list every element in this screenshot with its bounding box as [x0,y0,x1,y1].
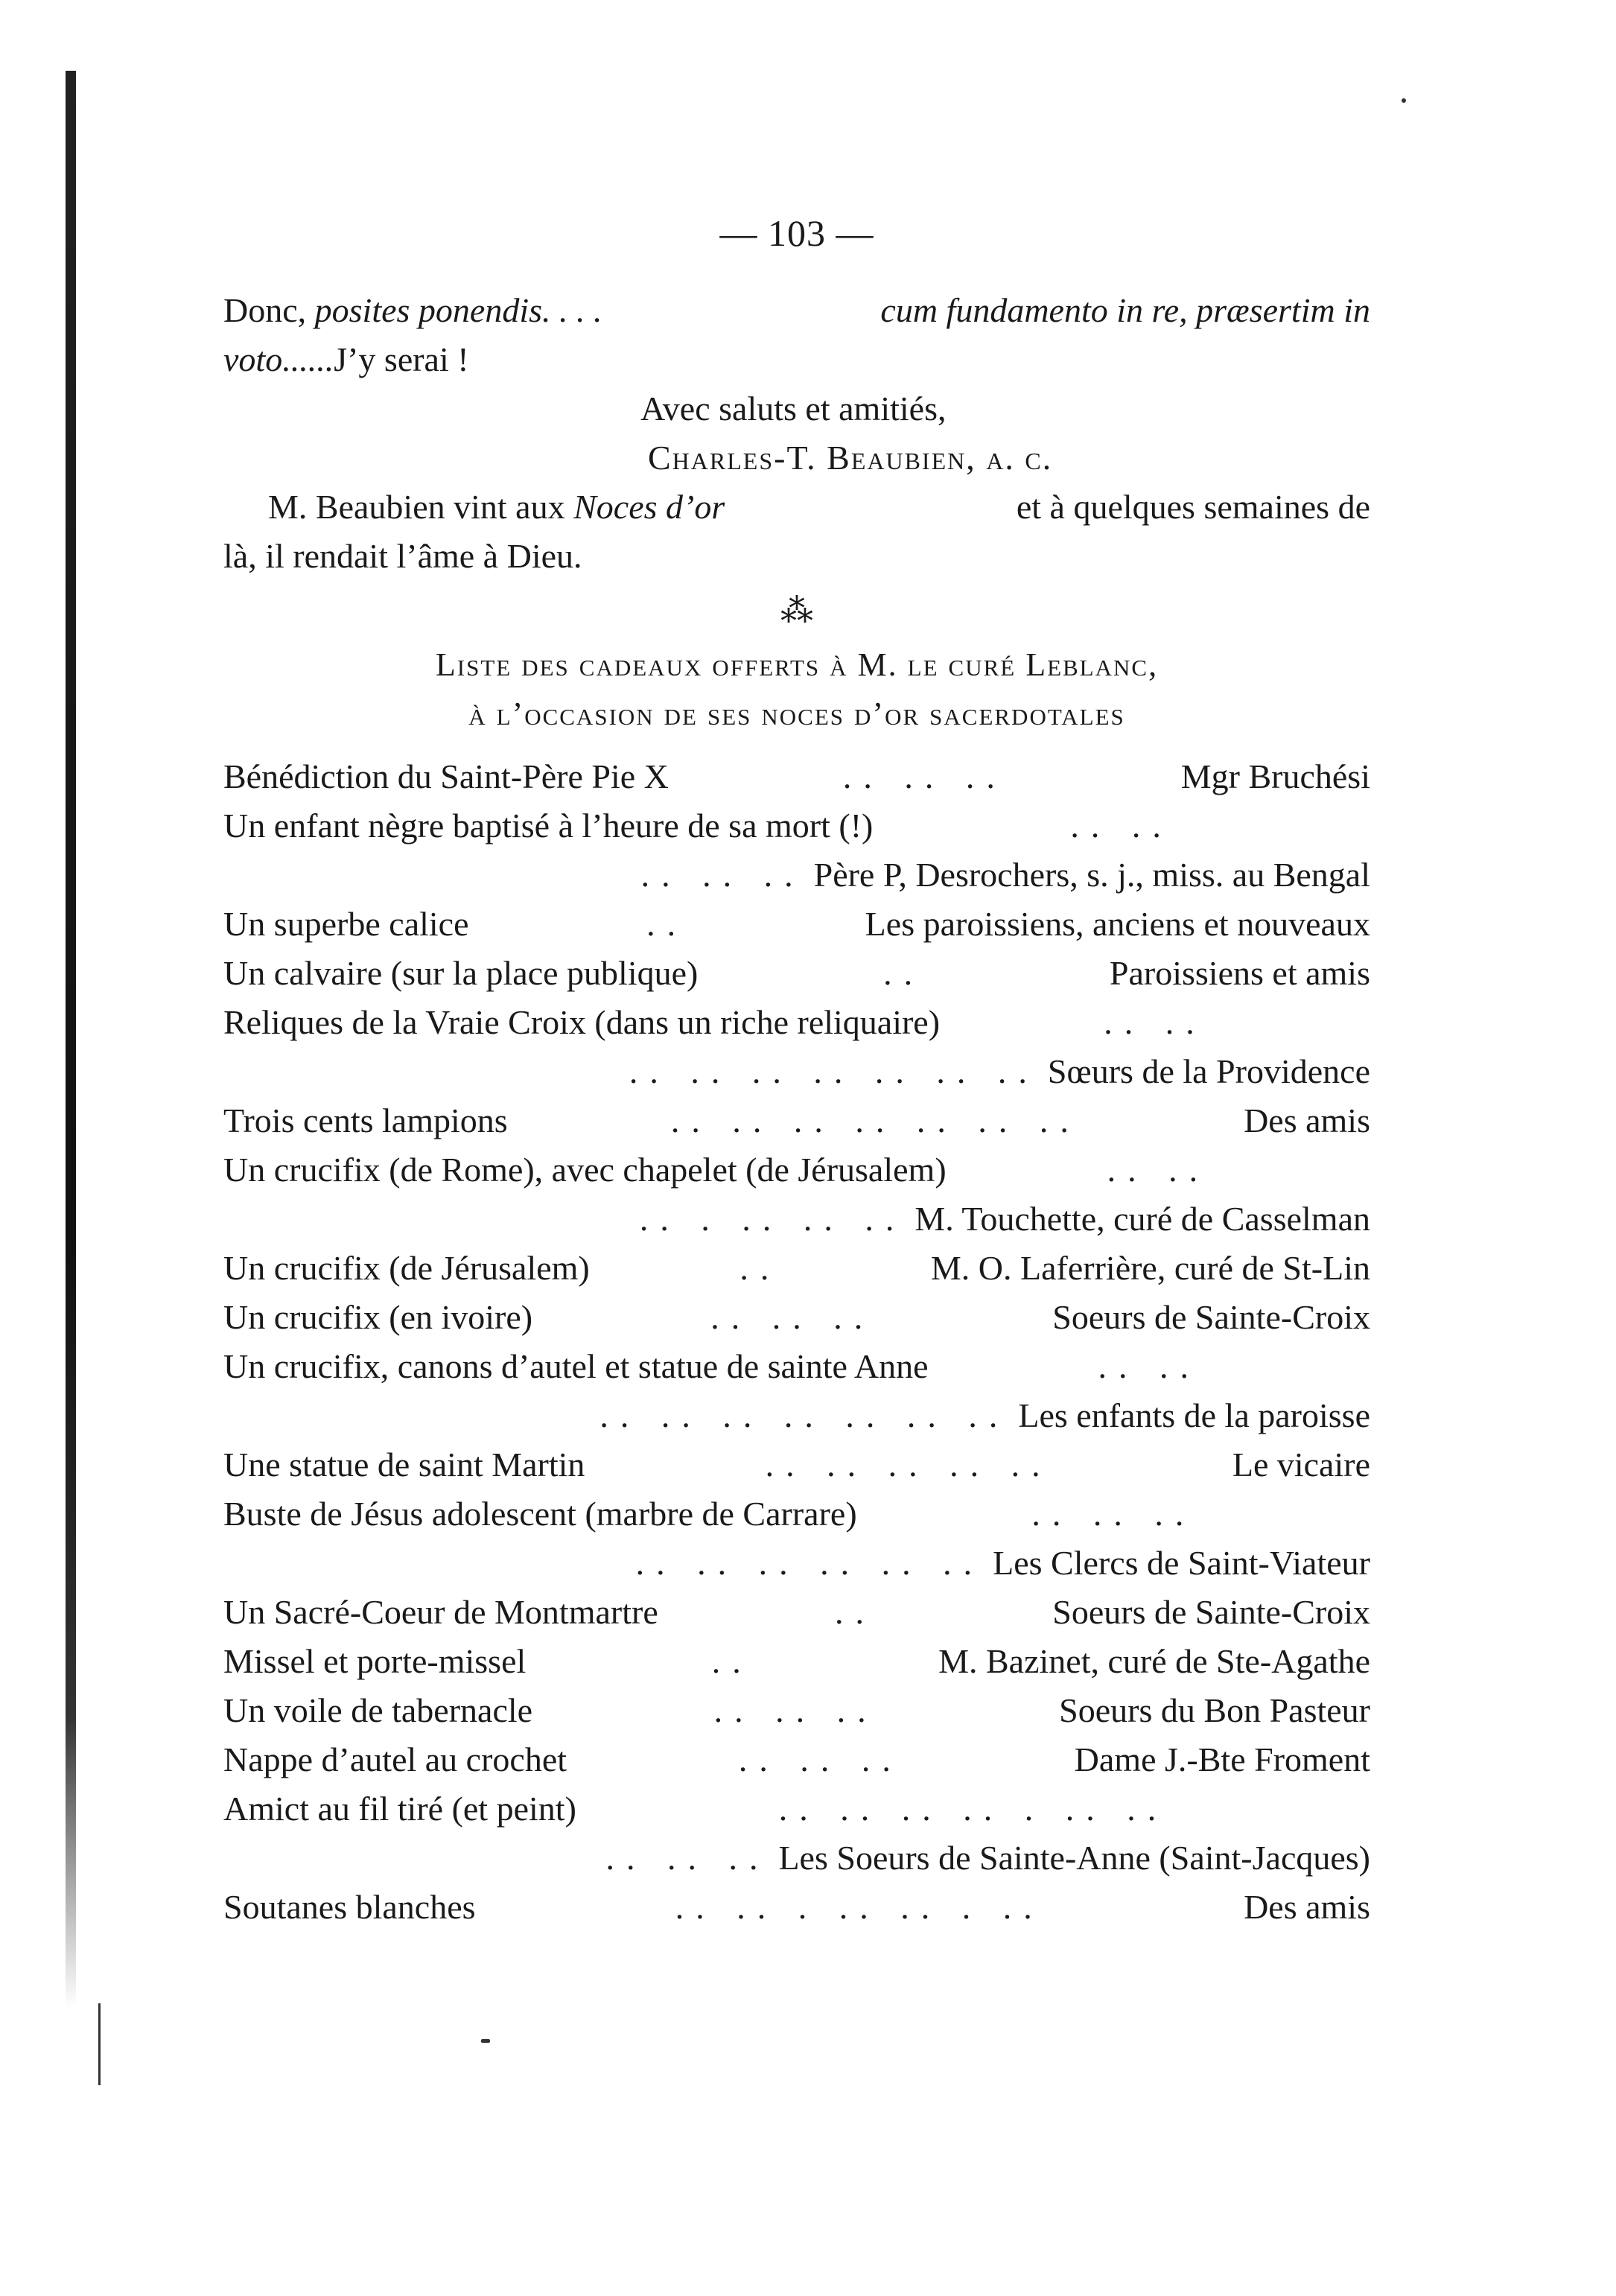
leader-dots: .. .. [1070,807,1173,845]
gift-donor: M. O. Laferrière, curé de St-Lin [930,1249,1370,1287]
gift-item: Trois cents lampions [223,1101,508,1139]
gift-donor: Soeurs du Bon Pasteur [1059,1691,1370,1729]
letter-closing-line-2 [223,335,1370,384]
paragraph-italic: Noces d’or [573,488,725,526]
gift-donor: Les paroissiens, anciens et nouveaux [865,905,1370,943]
gift-row [223,1489,1370,1539]
gift-row [223,801,1370,850]
leader-dots: .. .. .. .. .. .. .. [599,1396,1010,1434]
gift-list [223,752,1370,1932]
gift-item: Missel et porte-missel [223,1642,527,1680]
page-number: — 103 — [719,212,874,254]
gift-donor: Des amis [1244,1888,1370,1926]
gift-row [223,1342,1370,1391]
leader-dots: .. [711,1642,753,1680]
salutation: Avec saluts et amitiés, [640,389,947,427]
leader-dots: .. .. .. .. . .. .. [778,1790,1168,1828]
paragraph-text: M. Beaubien vint aux [268,488,565,526]
scan-edge-bar [66,71,76,2007]
gift-item: Bénédiction du Saint-Père Pie X [223,757,669,795]
gift-item: Un crucifix (de Rome), avec chapelet (de Jérusalem) [223,1151,947,1189]
letter-closing-line [223,286,1370,335]
leader-dots: .. .. [1098,1347,1200,1385]
gift-row [223,1686,1370,1735]
leader-dots: .. [646,905,688,943]
latin-phrase-continued: cum fundamento in re, præsertim in [880,291,1370,329]
gift-row [223,1440,1370,1489]
gift-row [223,1784,1370,1834]
latin-phrase: posites ponendis. . . . [314,291,602,329]
leader-dots: .. .. [1104,1003,1206,1041]
paragraph-line-1 [223,483,1370,532]
gift-donor: Les enfants de la paroisse [1018,1396,1370,1434]
paragraph-line-2: là, il rendait l’âme à Dieu. [223,537,582,575]
gift-row [223,949,1370,998]
leader-dots: .. .. [1107,1151,1210,1189]
gift-row [223,1145,1370,1195]
list-title-line-1: Liste des cadeaux offerts à M. le curé Leblanc, [435,646,1159,683]
leader-dots: .. . .. .. .. [639,1200,906,1238]
gift-donor: Père P, Desrochers, s. j., miss. au Bengal [813,856,1370,894]
gift-item: Une statue de saint Martin [223,1446,585,1484]
leader-dots: .. [739,1249,781,1287]
gift-row [223,1391,1370,1440]
gift-donor: M. Touchette, curé de Casselman [914,1200,1370,1238]
gift-donor: Des amis [1244,1101,1370,1139]
leader-dots: .. .. . .. .. . .. [675,1888,1044,1926]
gift-item: Un crucifix (de Jérusalem) [223,1249,590,1287]
gift-donor: Les Soeurs de Sainte-Anne (Saint-Jacques) [778,1839,1370,1877]
gift-donor: Dame J.-Bte Froment [1074,1740,1370,1778]
paragraph-text-end: et à quelques semaines de [1016,488,1370,526]
leader-dots: .. .. .. [842,757,1007,795]
gift-row [223,1539,1370,1588]
leader-dots: .. .. .. .. .. .. .. [629,1052,1039,1090]
scan-edge-mark [98,2003,101,2085]
gift-row [223,1834,1370,1883]
gift-item: Soutanes blanches [223,1888,476,1926]
list-title [223,640,1370,739]
leader-dots: .. .. .. .. .. .. .. [670,1101,1081,1139]
gift-row [223,1047,1370,1096]
gift-donor: M. Bazinet, curé de Ste-Agathe [938,1642,1370,1680]
gift-row [223,1293,1370,1342]
leader-dots: .. .. .. .. .. .. [635,1544,984,1582]
gift-donor: Les Clercs de Saint-Viateur [993,1544,1370,1582]
gift-donor: Soeurs de Sainte-Croix [1052,1298,1370,1336]
leader-dots: .. .. .. [710,1298,875,1336]
gift-row [223,1637,1370,1686]
signature: Charles-T. Beaubien, a. c. [648,439,1053,477]
leader-dots: .. [883,954,925,992]
scan-speck [481,2039,490,2043]
gift-item: Un calvaire (sur la place publique) [223,954,699,992]
gift-item: Amict au fil tiré (et peint) [223,1790,576,1828]
leader-dots: .. .. .. [1031,1495,1196,1533]
list-title-line-2: à l’occasion de ses noces d’or sacerdotales [468,696,1125,732]
gift-row [223,998,1370,1047]
leader-dots: .. .. .. [738,1740,903,1778]
gift-item: Nappe d’autel au crochet [223,1740,567,1778]
scan-speck [1402,98,1406,103]
gift-item: Un crucifix (en ivoire) [223,1298,533,1336]
gift-item: Un voile de tabernacle [223,1691,533,1729]
gift-donor: Soeurs de Sainte-Croix [1052,1593,1370,1631]
gift-row [223,900,1370,949]
gift-item: Un crucifix, canons d’autel et statue de sainte Anne [223,1347,929,1385]
gift-row [223,850,1370,900]
gift-donor: Mgr Bruchési [1180,757,1370,795]
gift-row [223,752,1370,801]
gift-donor: Sœurs de la Providence [1047,1052,1370,1090]
letter-text [223,286,602,335]
gift-item: Un Sacré-Coeur de Montmartre [223,1593,658,1631]
leader-dots: .. .. .. [605,1839,770,1877]
letter-text-start: Donc, [223,291,307,329]
latin-word: voto...... [223,340,334,378]
gift-item: Un enfant nègre baptisé à l’heure de sa mort (!) [223,807,874,845]
letter-text-end: J’y serai ! [334,340,469,378]
gift-row [223,1096,1370,1145]
gift-row [223,1195,1370,1244]
gift-donor: Le vicaire [1232,1446,1370,1484]
gift-item: Buste de Jésus adolescent (marbre de Carrare) [223,1495,857,1533]
section-separator: ⁂ [780,593,813,629]
book-page [223,209,1370,1932]
gift-row [223,1735,1370,1784]
gift-donor: Paroissiens et amis [1109,954,1370,992]
gift-item: Reliques de la Vraie Croix (dans un riche reliquaire) [223,1003,941,1041]
leader-dots: .. .. .. [640,856,805,894]
gift-row [223,1244,1370,1293]
leader-dots: .. .. .. [713,1691,878,1729]
gift-row [223,1588,1370,1637]
leader-dots: .. .. .. .. .. [765,1446,1052,1484]
gift-row [223,1883,1370,1932]
leader-dots: .. [835,1593,877,1631]
gift-item: Un superbe calice [223,905,469,943]
